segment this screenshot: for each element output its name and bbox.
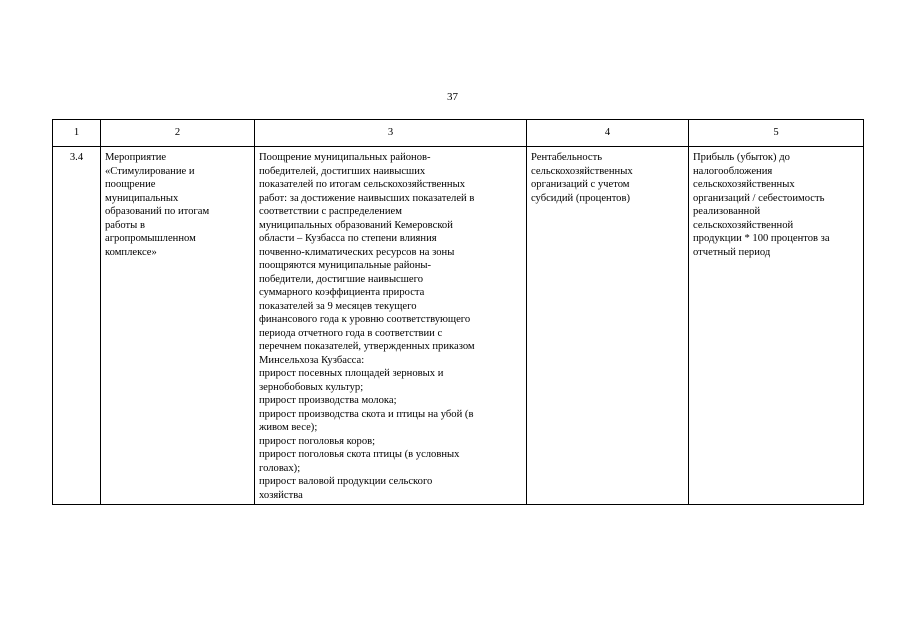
event-name-cell bbox=[101, 147, 255, 505]
text-line: победители, достигшие наивысшего bbox=[259, 273, 423, 285]
text-line: сельскохозяйственной bbox=[693, 219, 794, 231]
text-line: субсидий (процентов) bbox=[531, 192, 631, 204]
indicators-table bbox=[52, 119, 864, 505]
text-line: Мероприятие bbox=[105, 152, 167, 163]
page-number: 37 bbox=[447, 91, 458, 103]
text-line: перечнем показателей, утвержденных приказом bbox=[259, 341, 475, 352]
text-line: хозяйства bbox=[259, 489, 303, 501]
indicator-lines bbox=[531, 151, 684, 205]
header-col-4: 4 bbox=[527, 120, 689, 147]
header-col-3: 3 bbox=[255, 120, 527, 147]
text-line: комплексе» bbox=[105, 246, 157, 258]
indicator-cell bbox=[527, 147, 689, 505]
text-line: показателей за 9 месяцев текущего bbox=[259, 300, 417, 312]
text-line: сельскохозяйственных bbox=[531, 165, 633, 177]
text-line: периода отчетного года в соответствии с bbox=[259, 327, 443, 339]
text-line: победителей, достигших наивысших bbox=[259, 165, 426, 177]
text-line: прирост производства молока; bbox=[259, 395, 397, 406]
text-line: сельскохозяйственных bbox=[693, 179, 795, 190]
text-line: Минсельхоза Кузбасса: bbox=[259, 354, 365, 366]
text-line: области – Кузбасса по степени влияния bbox=[259, 233, 437, 244]
text-line: зернобобовых культур; bbox=[259, 381, 364, 393]
text-line: суммарного коэффициента прироста bbox=[259, 287, 425, 298]
text-line: продукции * 100 процентов за bbox=[693, 233, 830, 244]
text-line: организаций / себестоимость bbox=[693, 192, 825, 204]
text-line: работ: за достижение наивысших показателей в bbox=[259, 192, 475, 204]
table-row bbox=[53, 147, 864, 505]
row-number-cell: 3.4 bbox=[53, 147, 101, 505]
text-line: муниципальных bbox=[105, 192, 179, 204]
header-col-1: 1 bbox=[53, 120, 101, 147]
text-line: агропромышленном bbox=[105, 233, 196, 244]
text-line: прирост поголовья скота птицы (в условных bbox=[259, 449, 460, 460]
text-line: прирост производства скота и птицы на убой (в bbox=[259, 408, 474, 420]
description-cell bbox=[255, 147, 527, 505]
table-header-row bbox=[53, 120, 864, 147]
text-line: финансового года к уровню соответствующего bbox=[259, 314, 471, 325]
event-name-lines bbox=[105, 151, 250, 259]
description-lines bbox=[259, 151, 522, 502]
formula-lines bbox=[693, 151, 859, 259]
formula-cell bbox=[689, 147, 864, 505]
text-line: почвенно-климатических ресурсов на зоны bbox=[259, 246, 455, 258]
text-line: соответствии с распределением bbox=[259, 206, 402, 217]
text-line: образований по итогам bbox=[105, 206, 210, 217]
text-line: Поощрение муниципальных районов- bbox=[259, 152, 431, 163]
header-col-2: 2 bbox=[101, 120, 255, 147]
text-line: головах); bbox=[259, 462, 301, 474]
text-line: показателей по итогам сельскохозяйственных bbox=[259, 179, 466, 190]
text-line: поощряются муниципальные районы- bbox=[259, 260, 432, 271]
text-line: налогообложения bbox=[693, 165, 773, 177]
text-line: отчетный период bbox=[693, 246, 771, 258]
text-line: прирост валовой продукции сельского bbox=[259, 476, 433, 487]
text-line: организаций с учетом bbox=[531, 179, 630, 190]
text-line: реализованной bbox=[693, 206, 761, 217]
text-line: Прибыль (убыток) до bbox=[693, 152, 790, 163]
text-line: работы в bbox=[105, 219, 145, 231]
text-line: прирост посевных площадей зерновых и bbox=[259, 368, 444, 379]
text-line: поощрение bbox=[105, 179, 156, 190]
text-line: прирост поголовья коров; bbox=[259, 435, 376, 447]
text-line: «Стимулирование и bbox=[105, 165, 195, 177]
header-col-5: 5 bbox=[689, 120, 864, 147]
text-line: муниципальных образований Кемеровской bbox=[259, 219, 453, 231]
text-line: Рентабельность bbox=[531, 152, 603, 163]
text-line: живом весе); bbox=[259, 422, 318, 433]
